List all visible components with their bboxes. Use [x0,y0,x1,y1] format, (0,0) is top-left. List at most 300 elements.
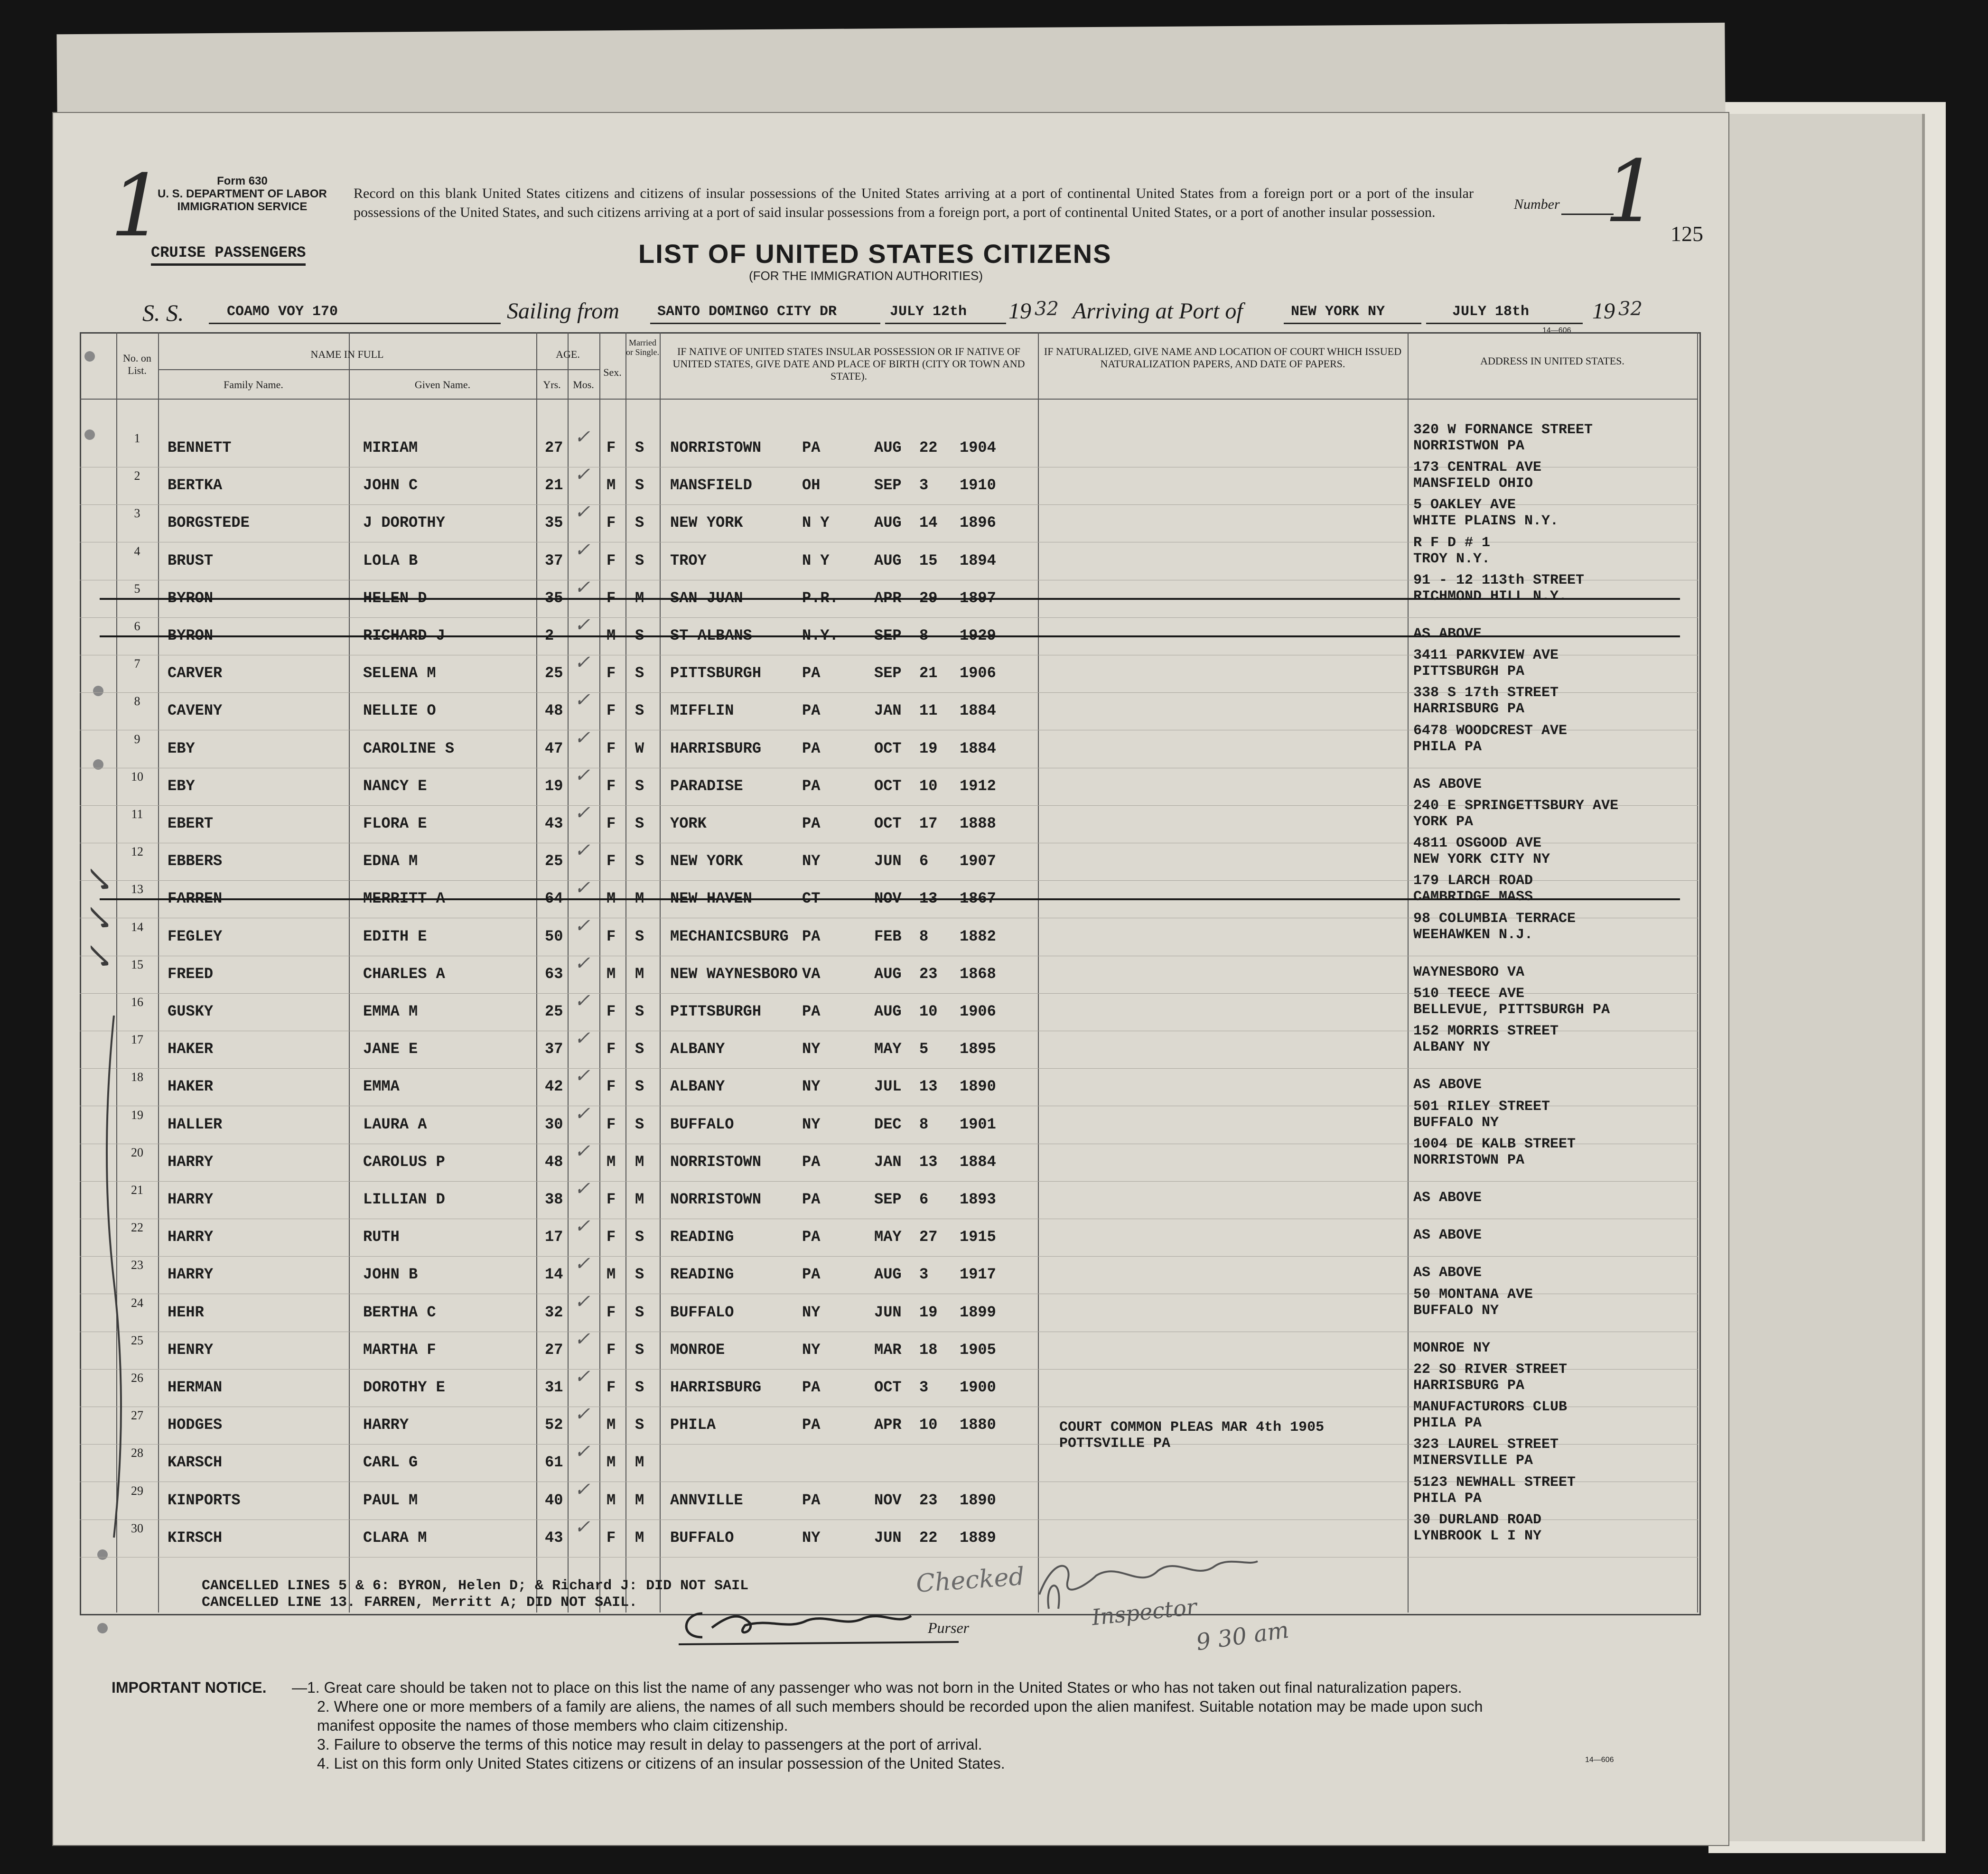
check-mark-icon: ✓ [574,727,590,748]
address-line-2: BUFFALO NY [1413,1115,1499,1131]
cell-ms: S [635,1266,644,1283]
table-row [0,986,1988,1031]
cell-day: 13 [919,890,938,907]
row-number: 14 [131,920,143,934]
cell-family: HARRY [168,1228,214,1246]
cell-city: YORK [670,815,707,832]
cell-sex: F [607,1003,616,1020]
cell-month: OCT [874,815,902,832]
check-mark-icon: ✓ [574,1441,590,1462]
cell-month: JUN [874,852,902,870]
cell-family: HAKER [168,1078,214,1095]
cell-day: 19 [919,1304,938,1321]
address-line-1: 501 RILEY STREET [1413,1099,1550,1115]
cell-day: 15 [919,552,938,569]
address-line-1: AS ABOVE [1413,1265,1482,1281]
cell-sex: M [607,1492,616,1509]
address-line-1: 5 OAKLEY AVE [1413,497,1516,513]
cell-given: EMMA M [363,1003,418,1020]
cell-city: NEW WAYNESBORO [670,965,798,983]
cell-age: 43 [545,1529,563,1547]
cell-family: EBY [168,740,195,757]
cell-state: CT [802,890,821,907]
cell-family: BORGSTEDE [168,514,250,531]
cancel-strike-line [100,898,1680,900]
col-yrs: Yrs. [543,379,561,391]
cell-city: BUFFALO [670,1116,734,1133]
cell-day: 8 [919,1116,929,1133]
address-line-2: TROY N.Y. [1413,551,1491,567]
cell-year: 1867 [960,890,996,907]
cell-day: 6 [919,852,929,870]
table-row [0,1253,1988,1294]
cell-ms: S [635,852,644,870]
address-line-1: MANUFACTURORS CLUB [1413,1399,1568,1415]
table-row [0,798,1988,843]
gpo-code: 14—606 [1542,326,1571,335]
cell-age: 25 [545,852,563,870]
notice-line: 4. List on this form only United States citizens or citizens of an insular possession of the United States. [317,1755,1005,1772]
sailing-year-prefix: 19 [1008,298,1031,324]
cell-month: AUG [874,1003,902,1020]
cell-given: FLORA E [363,815,427,832]
table-row [0,422,1988,467]
cancel-note-1: CANCELLED LINES 5 & 6: BYRON, Helen D; & Richard J: DID NOT SAIL [202,1578,749,1594]
cell-sex: M [607,1416,616,1434]
cell-state: PA [802,664,821,682]
cell-family: BYRON [168,589,214,607]
cell-age: 35 [545,589,563,607]
cell-age: 32 [545,1304,563,1321]
cell-year: 1929 [960,627,996,644]
naturalization-location: POTTSVILLE PA [1059,1436,1171,1452]
cell-day: 11 [919,702,938,719]
cell-age: 52 [545,1416,563,1434]
cell-month: APR [874,1416,902,1434]
cell-state: NY [802,1040,821,1058]
row-number: 8 [134,694,140,708]
cell-sex: F [607,439,616,457]
cell-day: 13 [919,1153,938,1171]
table-row [0,1328,1988,1369]
cell-city: MECHANICSBURG [670,928,789,945]
sailing-from: SANTO DOMINGO CITY DR [657,304,837,320]
cell-family: HODGES [168,1416,223,1434]
cell-family: KINPORTS [168,1492,241,1509]
cell-state: PA [802,1492,821,1509]
col-birth: IF NATIVE OF UNITED STATES INSULAR POSSESSION OR IF NATIVE OF UNITED STATES, GIVE DATE AND PLACE OF BIRTH (CITY OR TOWN AND STATE). [672,345,1025,382]
address-line-2: MINERSVILLE PA [1413,1453,1533,1469]
row-number: 29 [131,1484,143,1498]
check-mark-icon: ✓ [574,1516,590,1538]
cell-sex: F [607,589,616,607]
table-row [0,1399,1988,1444]
cell-ms: S [635,1040,644,1058]
address-line-1: 22 SO RIVER STREET [1413,1361,1568,1378]
col-family-name: Family Name. [224,379,283,391]
cell-ms: S [635,815,644,832]
cell-year: 1897 [960,589,996,607]
cell-family: EBERT [168,815,214,832]
page-number: 125 [1671,222,1703,246]
cell-age: 40 [545,1492,563,1509]
cell-year: 1884 [960,1153,996,1171]
cell-state: PA [802,928,821,945]
cell-sex: M [607,476,616,494]
col-married: Married or Single. [626,338,659,357]
cell-age: 25 [545,1003,563,1020]
cell-state: NY [802,1116,821,1133]
cell-month: NOV [874,890,902,907]
cell-month: OCT [874,1379,902,1396]
table-row [0,614,1988,655]
cell-year: 1890 [960,1492,996,1509]
cell-month: AUG [874,552,902,569]
cell-year: 1896 [960,514,996,531]
row-number: 18 [131,1070,143,1084]
cell-day: 5 [919,1040,929,1058]
cell-age: 43 [545,815,563,832]
cell-sex: M [607,890,616,907]
cell-given: MIRIAM [363,439,418,457]
side-bracket [95,1016,133,1542]
cell-year: 1915 [960,1228,996,1246]
cell-month: MAY [874,1040,902,1058]
cell-month: AUG [874,439,902,457]
row-number: 13 [131,882,143,896]
cell-age: 38 [545,1191,563,1208]
cell-city: PHILA [670,1416,716,1434]
cell-age: 37 [545,552,563,569]
side-note: ✓ ✓ ✓ [81,868,120,973]
address-line-1: 240 E SPRINGETTSBURY AVE [1413,798,1619,814]
cell-day: 18 [919,1341,938,1359]
ship-name: COAMO VOY 170 [227,304,338,320]
cell-sex: F [607,552,616,569]
cell-family: CARVER [168,664,223,682]
cell-age: 63 [545,965,563,983]
cell-month: JUN [874,1529,902,1547]
cell-given: BERTHA C [363,1304,436,1321]
cell-sex: F [607,777,616,795]
cell-day: 13 [919,1078,938,1095]
cell-age: 47 [545,740,563,757]
arriving-port: NEW YORK NY [1291,304,1385,320]
address-line-2: NEW YORK CITY NY [1413,851,1550,867]
row-number: 19 [131,1108,143,1122]
cell-year: 1900 [960,1379,996,1396]
cell-day: 27 [919,1228,938,1246]
cell-state: NY [802,1529,821,1547]
cell-day: 10 [919,1003,938,1020]
checked-note: Checked [915,1562,1026,1598]
cell-month: OCT [874,777,902,795]
cell-given: DOROTHY E [363,1379,445,1396]
address-line-1: 98 COLUMBIA TERRACE [1413,911,1576,927]
cell-month: APR [874,589,902,607]
cell-family: HERMAN [168,1379,223,1396]
address-line-2: CAMBRIDGE MASS [1413,889,1533,905]
col-mos: Mos. [573,379,594,391]
row-number: 16 [131,995,143,1009]
cell-ms: M [635,589,644,607]
cell-sex: M [607,1454,616,1471]
cell-state: OH [802,476,821,494]
address-line-1: 323 LAUREL STREET [1413,1436,1559,1453]
cell-year: 1882 [960,928,996,945]
arriving-label: Arriving at Port of [1073,298,1243,324]
cell-family: CAVENY [168,702,223,719]
cell-family: FREED [168,965,214,983]
cell-day: 29 [919,589,938,607]
address-line-1: 173 CENTRAL AVE [1413,459,1542,475]
cell-sex: F [607,1191,616,1208]
notice-title: IMPORTANT NOTICE. [112,1679,267,1696]
cell-year: 1889 [960,1529,996,1547]
cell-day: 17 [919,815,938,832]
col-naturalized: IF NATURALIZED, GIVE NAME AND LOCATION OF COURT WHICH ISSUED NATURALIZATION PAPERS, AND DATE OF PAPERS. [1044,345,1402,370]
form-number [158,175,327,213]
table-row [0,685,1988,730]
cell-city: NORRISTOWN [670,1191,762,1208]
cell-sex: F [607,1078,616,1095]
fill-line [1426,323,1583,324]
cell-sex: M [607,1266,616,1283]
cell-ms: M [635,1191,644,1208]
cell-city: PARADISE [670,777,743,795]
purser-signature [674,1604,968,1647]
cell-year: 1906 [960,1003,996,1020]
cell-year: 1904 [960,439,996,457]
cell-given: SELENA M [363,664,436,682]
check-mark-icon: ✓ [574,1065,590,1086]
cell-age: 30 [545,1116,563,1133]
row-number: 24 [131,1296,143,1310]
form-line: IMMIGRATION SERVICE [177,200,308,213]
cell-state: VA [802,965,821,983]
address-line-1: R F D # 1 [1413,535,1491,551]
check-mark-icon: ✓ [574,990,590,1011]
punch-hole [97,1623,108,1633]
check-mark-icon: ✓ [574,1178,590,1199]
cell-given: HARRY [363,1416,409,1434]
cell-family: KARSCH [168,1454,223,1471]
cell-given: EDNA M [363,852,418,870]
cell-sex: F [607,1116,616,1133]
address-line-1: 338 S 17th STREET [1413,685,1559,701]
cell-sex: F [607,815,616,832]
cell-state: P.R. [802,589,839,607]
row-number: 6 [134,619,140,633]
cell-month: SEP [874,476,902,494]
sailing-year: 32 [1035,298,1059,320]
address-line-2: MANSFIELD OHIO [1413,475,1533,492]
cell-city: NEW HAVEN [670,890,752,907]
cell-state: PA [802,1379,821,1396]
cell-city: NEW YORK [670,852,743,870]
cell-day: 22 [919,1529,938,1547]
cell-state: PA [802,1003,821,1020]
cell-state: N.Y. [802,627,839,644]
cell-ms: M [635,965,644,983]
check-mark-icon: ✓ [574,1215,590,1237]
check-mark-icon: ✓ [574,464,590,485]
cell-sex: F [607,1341,616,1359]
cell-ms: S [635,1341,644,1359]
cell-month: JAN [874,1153,902,1171]
row-number: 22 [131,1221,143,1234]
row-number: 1 [134,431,140,445]
cell-ms: S [635,552,644,569]
cell-given: EMMA [363,1078,400,1095]
cell-sex: M [607,1153,616,1171]
cell-city: TROY [670,552,707,569]
cell-sex: F [607,1529,616,1547]
cell-ms: S [635,439,644,457]
table-row [0,835,1988,880]
cell-ms: S [635,777,644,795]
corner-mark: 1 [110,157,165,256]
cell-state: PA [802,1416,821,1434]
cell-state: PA [802,1228,821,1246]
col-no: No. on List. [123,352,151,376]
cell-ms: S [635,702,644,719]
address-line-2: NORRISTOWN PA [1413,1152,1525,1168]
cell-year: 1907 [960,852,996,870]
arriving-date: JULY 18th [1452,304,1530,320]
table-row [0,1178,1988,1219]
cell-given: MERRITT A [363,890,445,907]
address-line-1: AS ABOVE [1413,1227,1482,1243]
number-value: 1 [1604,142,1659,242]
fill-line [650,323,880,324]
cell-city: BUFFALO [670,1304,734,1321]
cell-year: 1899 [960,1304,996,1321]
check-mark-icon: ✓ [574,689,590,710]
cell-day: 23 [919,965,938,983]
address-line-1: WAYNESBORO VA [1413,964,1525,980]
address-line-1: AS ABOVE [1413,1077,1482,1093]
time-note: 9 30 am [1195,1616,1291,1656]
cell-ms: S [635,627,644,644]
cell-state: PA [802,1153,821,1171]
cell-age: 17 [545,1228,563,1246]
cell-year: 1906 [960,664,996,682]
col-given-name: Given Name. [414,379,471,391]
cell-age: 37 [545,1040,563,1058]
cell-family: HEHR [168,1304,204,1321]
cell-year: 1917 [960,1266,996,1283]
cell-sex: M [607,965,616,983]
cell-age: 61 [545,1454,563,1471]
check-mark-icon: ✓ [574,1140,590,1162]
page-subtitle: (FOR THE IMMIGRATION AUTHORITIES) [749,269,983,283]
cell-family: HARRY [168,1191,214,1208]
cell-family: FARREN [168,890,223,907]
cell-age: 2 [545,627,554,644]
table-row [0,1099,1988,1144]
cell-family: BYRON [168,627,214,644]
cell-ms: S [635,1416,644,1434]
row-number: 12 [131,845,143,858]
cell-year: 1890 [960,1078,996,1095]
table-row [0,723,1988,768]
row-number: 7 [134,657,140,671]
cell-month: AUG [874,965,902,983]
cell-city: NORRISTOWN [670,439,762,457]
arriving-year-prefix: 19 [1592,298,1615,324]
cell-year: 1910 [960,476,996,494]
address-line-2: WEEHAWKEN N.J. [1413,927,1533,943]
check-mark-icon: ✓ [574,501,590,522]
row-number: 5 [134,582,140,596]
cell-sex: F [607,852,616,870]
table-row [0,535,1988,580]
cell-day: 10 [919,777,938,795]
cell-year: 1893 [960,1191,996,1208]
cell-day: 10 [919,1416,938,1434]
address-line-1: AS ABOVE [1413,1190,1482,1206]
table-row [0,1136,1988,1181]
row-number: 20 [131,1146,143,1159]
check-mark-icon: ✓ [574,1253,590,1274]
col-sex: Sex. [603,366,622,378]
row-number: 2 [134,469,140,483]
cell-given: JANE E [363,1040,418,1058]
col-address: ADDRESS IN UNITED STATES. [1480,355,1624,367]
cancel-strike-line [100,635,1680,637]
check-mark-icon: ✓ [574,915,590,936]
cell-month: MAR [874,1341,902,1359]
check-mark-icon: ✓ [574,539,590,560]
check-mark-icon: ✓ [574,839,590,861]
cell-month: JUN [874,1304,902,1321]
cell-city: READING [670,1228,734,1246]
address-line-1: AS ABOVE [1413,626,1482,642]
address-line-2: LYNBROOK L I NY [1413,1528,1542,1544]
row-number: 21 [131,1183,143,1197]
cell-year: 1895 [960,1040,996,1058]
notice-line: —1. Great care should be taken not to place on this list the name of any passenger who was not born in the United States or who has not taken out final naturalization papers. [292,1679,1462,1696]
cell-age: 64 [545,890,563,907]
cell-city: ANNVILLE [670,1492,743,1509]
page-title: LIST OF UNITED STATES CITIZENS [638,239,1112,269]
cell-day: 21 [919,664,938,682]
address-line-1: 50 MONTANA AVE [1413,1287,1533,1303]
fill-line [209,323,501,324]
cell-city: PITTSBURGH [670,664,762,682]
cell-ms: M [635,1529,644,1547]
table-row [0,1023,1988,1068]
cell-city: HARRISBURG [670,1379,762,1396]
cell-state: PA [802,702,821,719]
cell-state: NY [802,852,821,870]
address-line-1: MONROE NY [1413,1340,1491,1356]
cell-sex: F [607,514,616,531]
form-code: 14—606 [1585,1756,1614,1764]
cell-given: LOLA B [363,552,418,569]
cell-family: HALLER [168,1116,223,1133]
cell-day: 14 [919,514,938,531]
cell-given: RICHARD J [363,627,445,644]
cell-ms: W [635,740,644,757]
cell-given: JOHN B [363,1266,418,1283]
header-subdivider [158,369,599,370]
cell-state: NY [802,1304,821,1321]
form-line: Form 630 [217,175,268,187]
cell-family: KIRSCH [168,1529,223,1547]
cell-family: BRUST [168,552,214,569]
